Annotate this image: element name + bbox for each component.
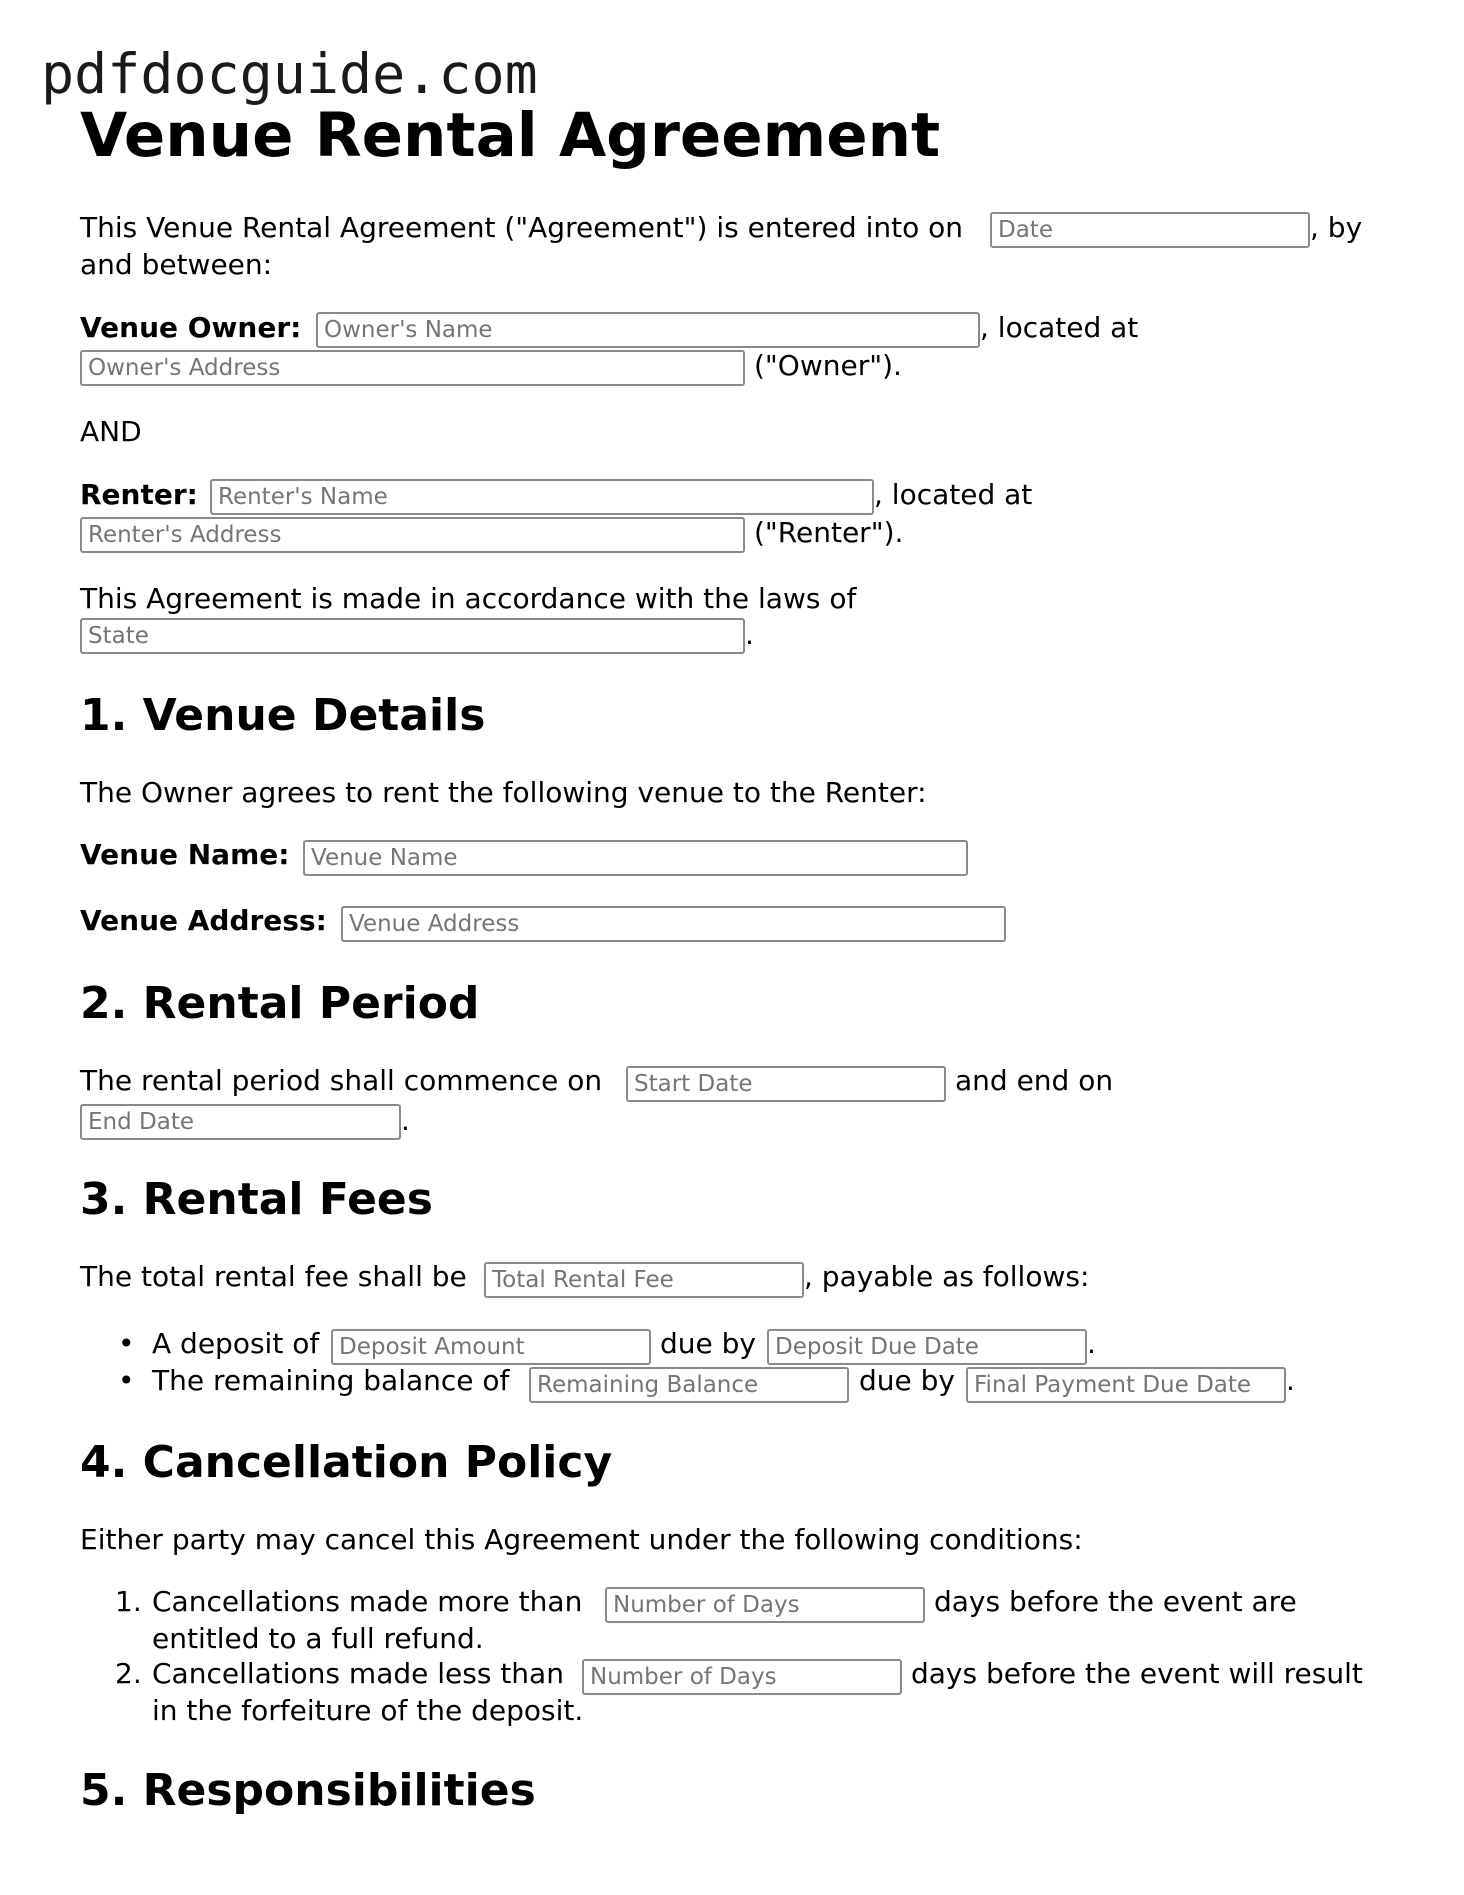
- deposit-text: A deposit of: [152, 1327, 320, 1360]
- cancellation-less-after-text: days before the event will result: [911, 1657, 1363, 1690]
- law-period: .: [745, 618, 754, 651]
- deposit-amount-field[interactable]: Deposit Amount: [331, 1329, 651, 1365]
- venue-address-field[interactable]: Venue Address: [341, 906, 1006, 942]
- list-number: 2.: [115, 1657, 142, 1690]
- renter-located-text: , located at: [874, 478, 1033, 511]
- refund-days-field[interactable]: Number of Days: [605, 1587, 925, 1623]
- forfeit-days-field[interactable]: Number of Days: [582, 1659, 902, 1695]
- start-date-field[interactable]: Start Date: [626, 1066, 946, 1102]
- intro-line2: and between:: [80, 248, 273, 281]
- section-heading-responsibilities: 5. Responsibilities: [80, 1765, 536, 1816]
- venue-address-label: Venue Address:: [80, 904, 327, 937]
- venue-details-text: The Owner agrees to rent the following venue to the Renter:: [80, 776, 927, 809]
- total-rental-fee-field[interactable]: Total Rental Fee: [484, 1262, 804, 1298]
- cancellation-more-line2: entitled to a full refund.: [152, 1622, 484, 1655]
- intro-text: This Venue Rental Agreement ("Agreement") is entered into on: [80, 211, 963, 244]
- section-heading-cancellation-policy: 4. Cancellation Policy: [80, 1437, 613, 1488]
- section-heading-rental-fees: 3. Rental Fees: [80, 1174, 433, 1225]
- renter-suffix-text: ("Renter").: [754, 516, 904, 549]
- final-payment-period: .: [1286, 1364, 1295, 1397]
- law-text: This Agreement is made in accordance with the laws of: [80, 582, 857, 615]
- venue-name-label: Venue Name:: [80, 838, 290, 871]
- list-bullet: •: [118, 1327, 135, 1360]
- intro-by-text: , by: [1310, 211, 1363, 244]
- document-title: Venue Rental Agreement: [80, 100, 941, 171]
- list-bullet: •: [118, 1364, 135, 1397]
- end-date-field[interactable]: End Date: [80, 1104, 401, 1140]
- cancellation-less-text: Cancellations made less than: [152, 1657, 564, 1690]
- state-field[interactable]: State: [80, 618, 745, 654]
- final-payment-due-date-field[interactable]: Final Payment Due Date: [966, 1367, 1286, 1403]
- remaining-balance-field[interactable]: Remaining Balance: [529, 1367, 849, 1403]
- cancellation-text: Either party may cancel this Agreement under the following conditions:: [80, 1523, 1083, 1556]
- owner-suffix-text: ("Owner").: [754, 349, 902, 382]
- cancellation-more-text: Cancellations made more than: [152, 1585, 583, 1618]
- section-heading-rental-period: 2. Rental Period: [80, 978, 480, 1029]
- rental-period-middle-text: and end on: [955, 1064, 1114, 1097]
- renter-label: Renter:: [80, 478, 198, 511]
- renter-address-field[interactable]: Renter's Address: [80, 517, 745, 553]
- rental-period-text: The rental period shall commence on: [80, 1064, 603, 1097]
- cancellation-less-line2: in the forfeiture of the deposit.: [152, 1694, 584, 1727]
- rental-fee-text: The total rental fee shall be: [80, 1260, 467, 1293]
- watermark-text: pdfdocguide.com: [41, 42, 538, 106]
- deposit-period: .: [1087, 1327, 1096, 1360]
- owner-address-field[interactable]: Owner's Address: [80, 350, 745, 386]
- and-text: AND: [80, 415, 142, 448]
- venue-name-field[interactable]: Venue Name: [303, 840, 968, 876]
- rental-fee-after-text: , payable as follows:: [804, 1260, 1090, 1293]
- deposit-due-date-field[interactable]: Deposit Due Date: [767, 1329, 1087, 1365]
- agreement-date-field[interactable]: Date: [990, 212, 1310, 248]
- final-due-by-text: due by: [859, 1364, 955, 1397]
- renter-name-field[interactable]: Renter's Name: [210, 479, 874, 515]
- rental-period-period: .: [401, 1104, 410, 1137]
- venue-owner-label: Venue Owner:: [80, 311, 302, 344]
- list-number: 1.: [115, 1585, 142, 1618]
- cancellation-more-after-text: days before the event are: [934, 1585, 1297, 1618]
- owner-name-field[interactable]: Owner's Name: [316, 312, 980, 348]
- deposit-due-by-text: due by: [660, 1327, 756, 1360]
- section-heading-venue-details: 1. Venue Details: [80, 690, 486, 741]
- owner-located-text: , located at: [980, 311, 1139, 344]
- remaining-balance-text: The remaining balance of: [152, 1364, 510, 1397]
